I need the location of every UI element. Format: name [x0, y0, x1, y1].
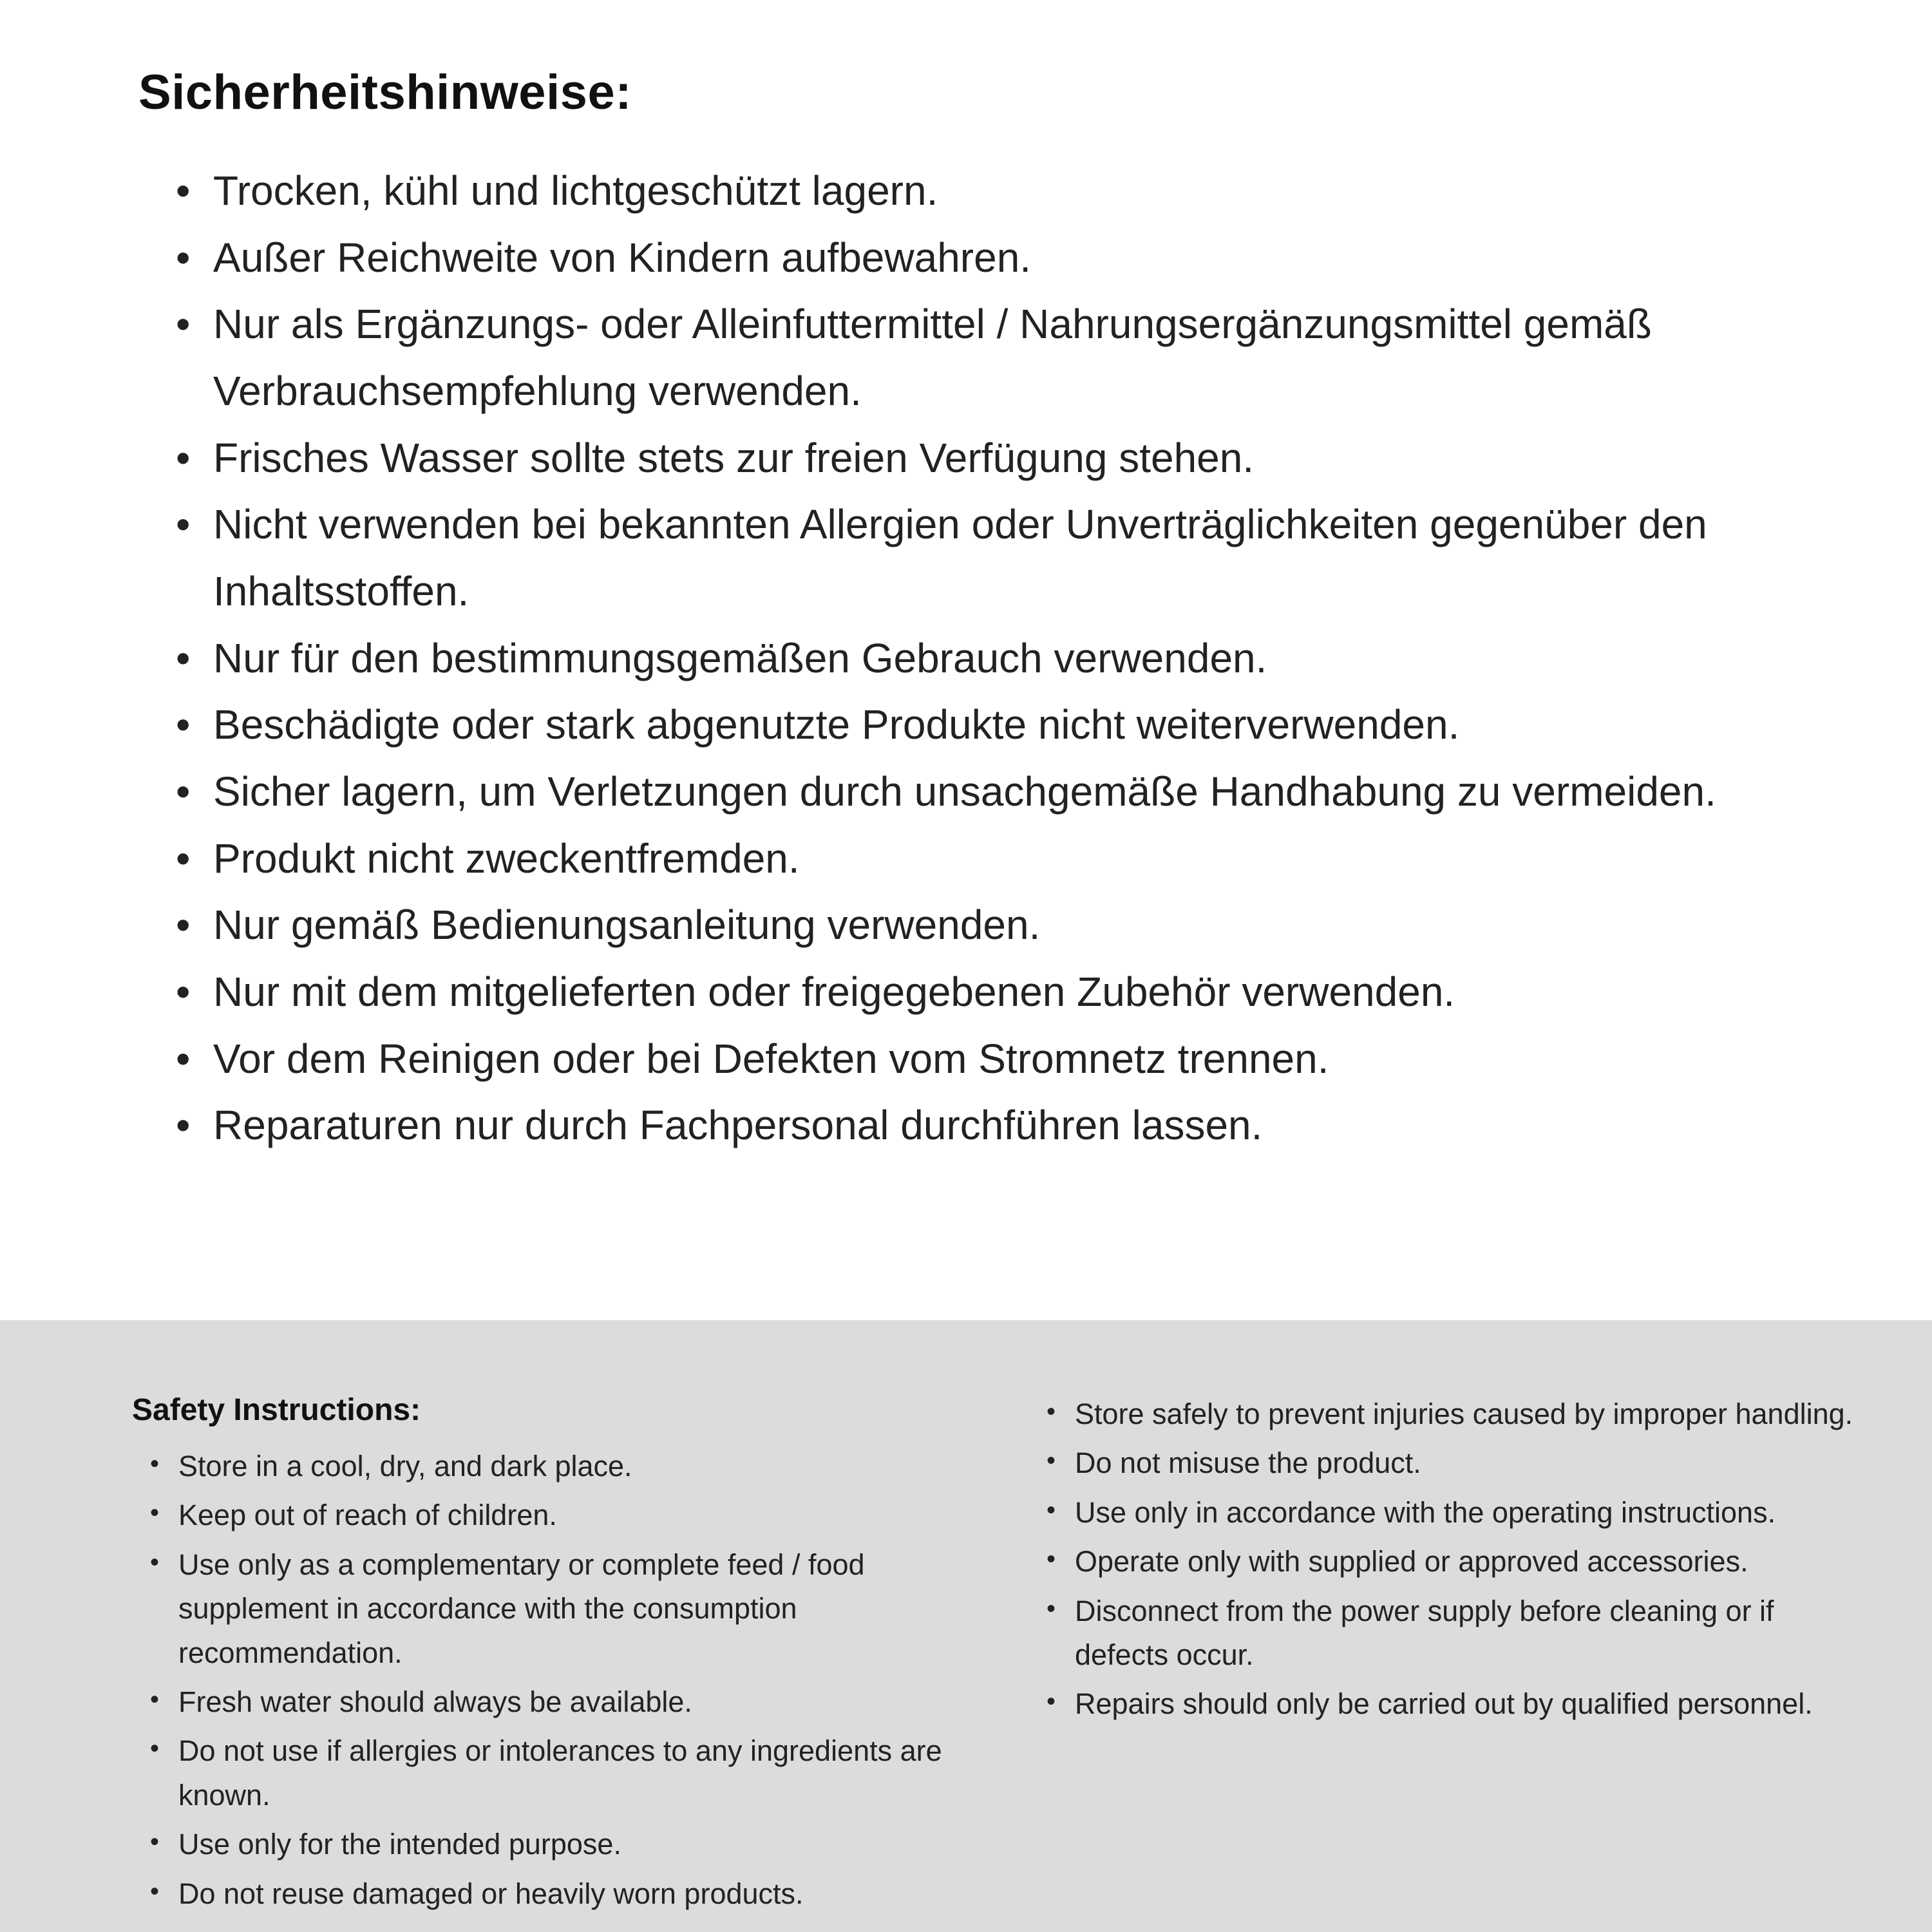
german-heading: Sicherheitshinweise: — [138, 65, 632, 120]
list-item: • Keep out of reach of children. — [150, 1493, 989, 1537]
list-item: • Vor dem Reinigen oder bei Defekten vom Stromnetz trennen. — [176, 1026, 1799, 1093]
list-item: • Außer Reichweite von Kindern aufbewahren. — [176, 225, 1799, 292]
list-item: • Nur als Ergänzungs- oder Alleinfuttermittel / Nahrungsergänzungsmittel gemäß Verbrauchsempfehlung verwenden. — [176, 291, 1799, 424]
list-item: • Frisches Wasser sollte stets zur freien Verfügung stehen. — [176, 425, 1799, 492]
english-right-column — [1046, 1392, 1858, 1932]
list-item: • Fresh water should always be available. — [150, 1680, 989, 1724]
list-item: • Do not misuse the product. — [1046, 1441, 1858, 1485]
list-item: • Use only in accordance with the operating instructions. — [1046, 1491, 1858, 1535]
list-item: • Do not use if allergies or intolerances to any ingredients are known. — [150, 1729, 989, 1817]
list-item: • Beschädigte oder stark abgenutzte Produkte nicht weiterverwenden. — [176, 692, 1799, 759]
list-item: • Nicht verwenden bei bekannten Allergien oder Unverträglichkeiten gegenüber den Inhaltsstoffen. — [176, 491, 1799, 625]
list-item: • Disconnect from the power supply before cleaning or if defects occur. — [1046, 1589, 1858, 1678]
list-item: • Nur gemäß Bedienungsanleitung verwenden. — [176, 892, 1799, 959]
list-item: • Store in a cool, dry, and dark place. — [150, 1444, 989, 1488]
list-item: • Operate only with supplied or approved accessories. — [1046, 1540, 1858, 1584]
list-item: • Store safely to prevent injuries caused by improper handling. — [1046, 1392, 1858, 1436]
list-item: • Repairs should only be carried out by qualified personnel. — [1046, 1682, 1858, 1726]
english-left-column — [132, 1392, 989, 1932]
list-item: • Use only for the intended purpose. — [150, 1823, 989, 1866]
list-item: • Do not reuse damaged or heavily worn products. — [150, 1872, 989, 1916]
list-item: • Produkt nicht zweckentfremden. — [176, 826, 1799, 893]
english-right-list — [1046, 1392, 1858, 1727]
list-item: • Use only as a complementary or complete feed / food supplement in accordance with the consumption recommendation. — [150, 1543, 989, 1675]
list-item: • Reparaturen nur durch Fachpersonal durchführen lassen. — [176, 1092, 1799, 1159]
list-item: • Nur mit dem mitgelieferten oder freigegebenen Zubehör verwenden. — [176, 959, 1799, 1026]
english-heading: Safety Instructions: — [132, 1393, 421, 1427]
list-item: • Trocken, kühl und lichtgeschützt lagern. — [176, 158, 1799, 225]
english-section — [0, 1320, 1932, 1932]
list-item: • Nur für den bestimmungsgemäßen Gebrauch verwenden. — [176, 625, 1799, 692]
german-list — [176, 158, 1799, 1159]
list-item: • Sicher lagern, um Verletzungen durch unsachgemäße Handhabung zu vermeiden. — [176, 759, 1799, 826]
english-left-list — [150, 1444, 989, 1916]
